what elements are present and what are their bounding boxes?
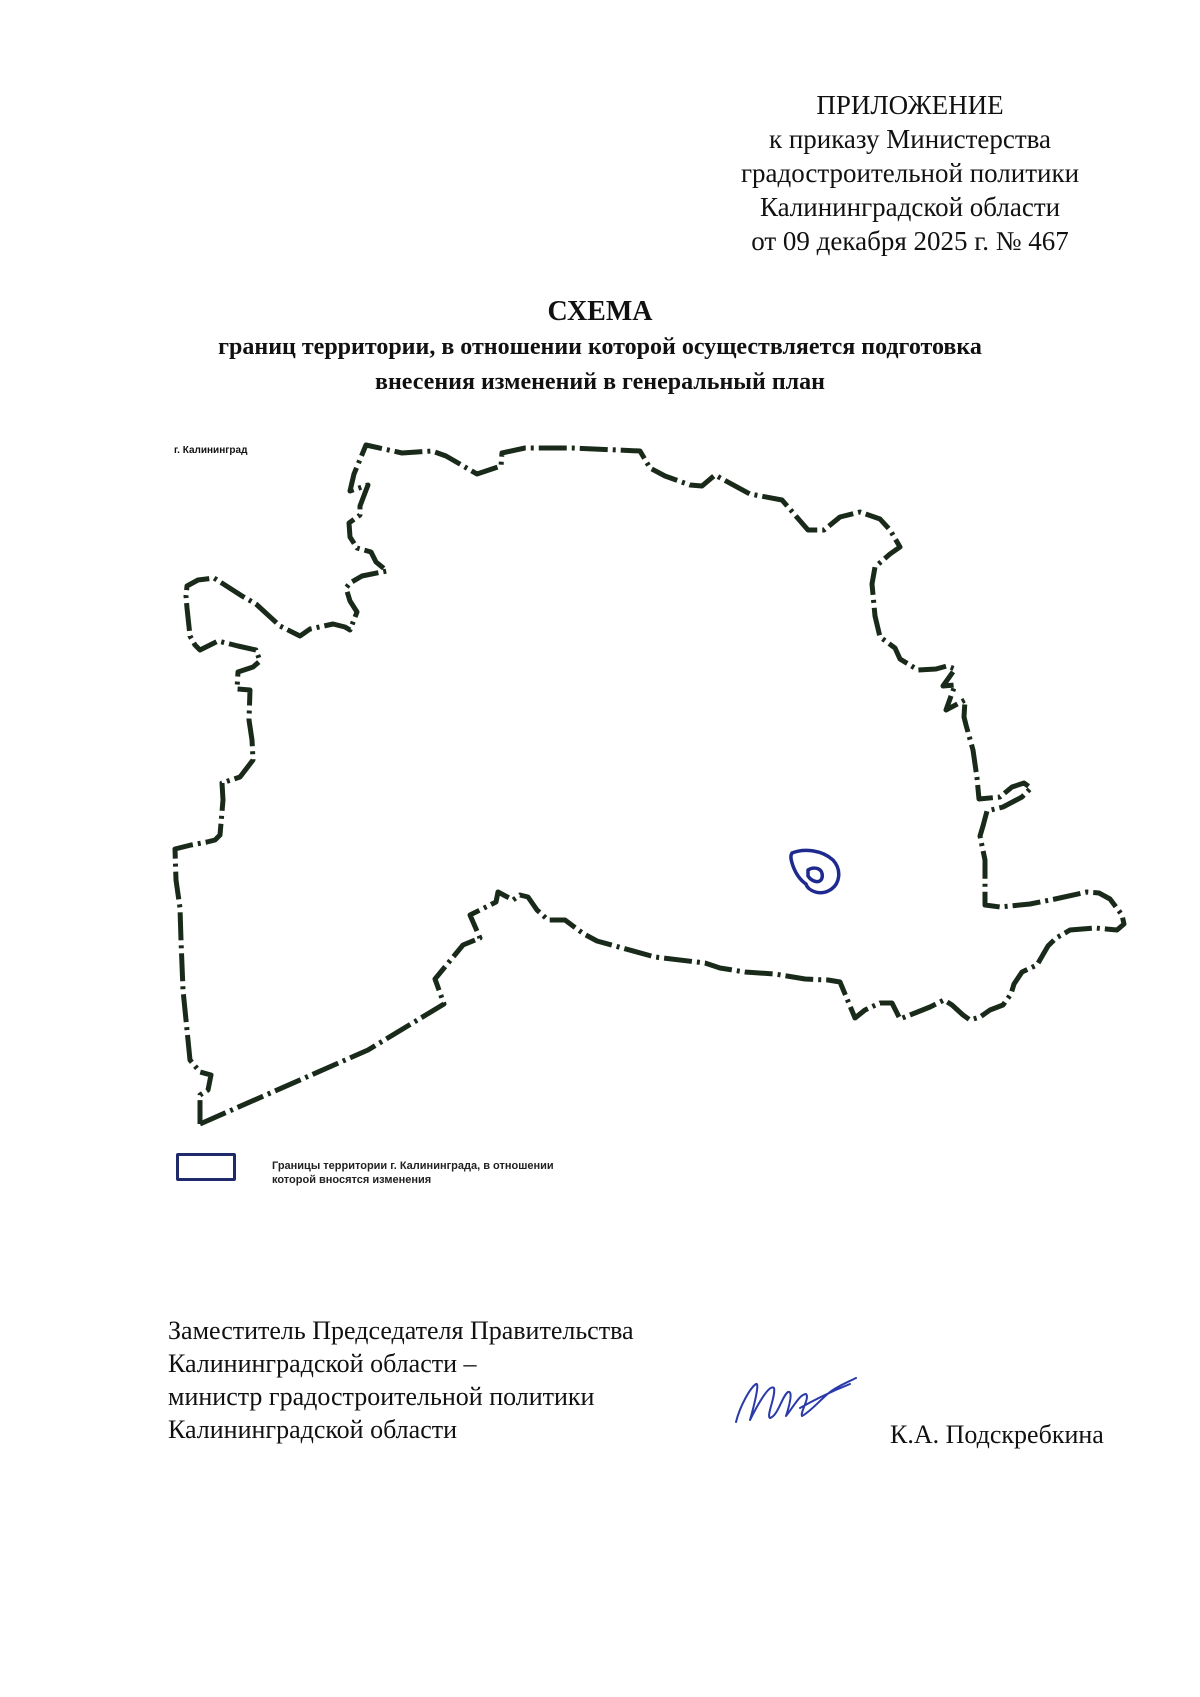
appendix-line: Калининградской области [759, 192, 1061, 222]
legend-label-line: которой вносятся изменения [272, 1174, 432, 1186]
change-area-marker [791, 850, 839, 892]
appendix-date-number: от 09 декабря 2025 г. № 467 [751, 226, 1069, 256]
appendix-line: градостроительной политики [740, 158, 1080, 188]
city-boundary [175, 445, 1124, 1124]
legend-label [272, 1159, 592, 1187]
map-city-label: г. Калининград [174, 445, 248, 456]
position-line: Калининградской области [168, 1415, 458, 1444]
change-area-outline [791, 850, 839, 892]
city-boundary-outline [175, 445, 1124, 1124]
title-line: границ территории, в отношении которой осуществляется подготовка [218, 334, 982, 360]
legend-symbol [176, 1153, 236, 1181]
signatory-position [168, 1314, 634, 1446]
document-title [60, 294, 1140, 400]
appendix-header [700, 88, 1120, 258]
appendix-title: ПРИЛОЖЕНИЕ [816, 90, 1004, 120]
appendix-line: к приказу Министерства [768, 124, 1052, 154]
legend-label-line: Границы территории г. Калининграда, в отношении [272, 1160, 554, 1172]
title-main: СХЕМА [547, 296, 653, 327]
position-line: Калининградской области – [168, 1349, 477, 1378]
signature-stroke [736, 1378, 856, 1422]
boundary-map [0, 420, 1200, 1200]
position-line: министр градостроительной политики [168, 1382, 595, 1411]
title-line: внесения изменений в генеральный план [375, 369, 825, 395]
position-line: Заместитель Председателя Правительства [168, 1316, 634, 1345]
handwritten-signature [730, 1370, 860, 1432]
signer-name: К.А. Подскребкина [890, 1420, 1104, 1449]
